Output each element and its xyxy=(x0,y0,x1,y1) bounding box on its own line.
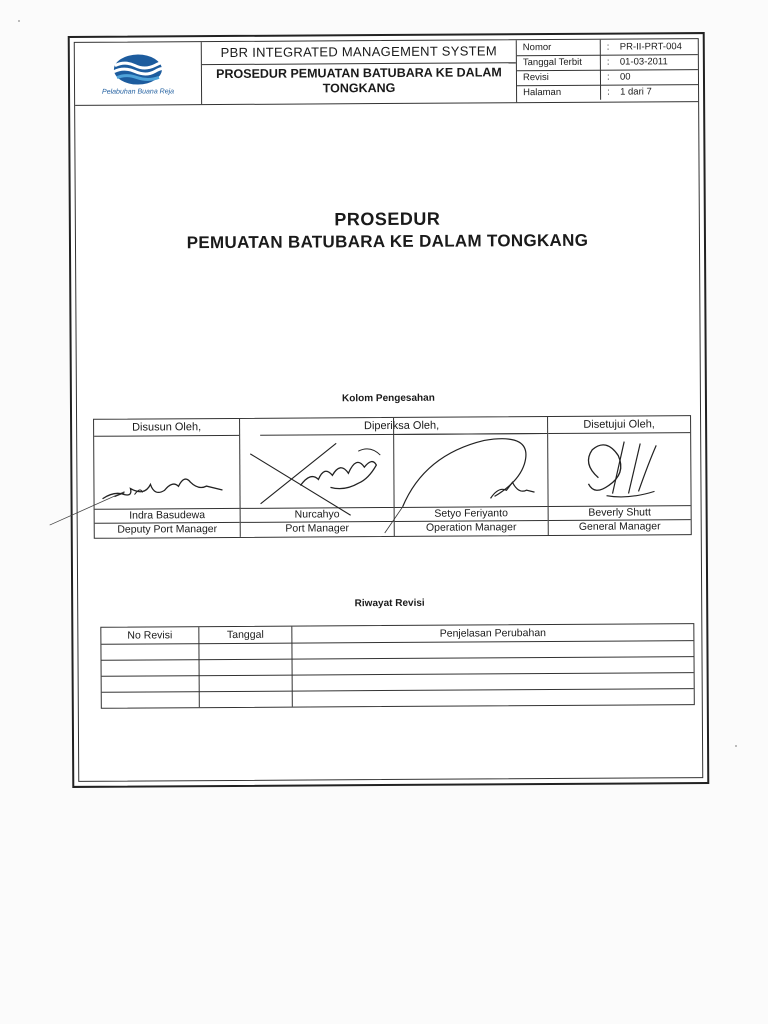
wave-logo-icon xyxy=(111,51,165,87)
revision-table xyxy=(100,623,694,709)
document-page xyxy=(68,32,710,788)
scan-speck xyxy=(735,745,737,747)
approver-position: Port Manager xyxy=(285,522,350,535)
document-header xyxy=(75,39,698,106)
title-line-2: PEMUATAN BATUBARA KE DALAM TONGKANG xyxy=(186,230,589,253)
rev-header-no: No Revisi xyxy=(127,629,173,642)
rev-header-date: Tanggal xyxy=(226,628,264,641)
approval-role: Disetujui Oleh, xyxy=(548,416,690,434)
system-name: PBR INTEGRATED MANAGEMENT SYSTEM xyxy=(202,40,516,65)
table-row xyxy=(102,688,694,693)
signature-image xyxy=(94,436,239,510)
approval-role xyxy=(394,417,547,435)
approver-position: Operation Manager xyxy=(425,521,517,534)
meta-row-nomor: Nomor : PR-II-PRT-004 xyxy=(517,39,698,56)
rev-header-desc: Penjelasan Perubahan xyxy=(439,627,547,640)
revision-heading: Riwayat Revisi xyxy=(354,597,425,610)
brand-name: Pelabuhan Buana Reja xyxy=(102,88,175,96)
meta-value: 00 xyxy=(619,71,631,83)
signature-setyo xyxy=(394,434,547,507)
meta-value: 01-03-2011 xyxy=(619,56,668,68)
approver-position: General Manager xyxy=(578,520,661,533)
header-title-cell xyxy=(202,40,517,104)
signature-image xyxy=(394,434,547,508)
meta-row-revisi: Revisi : 00 xyxy=(517,69,698,86)
document-title xyxy=(76,207,699,254)
signature-indra xyxy=(94,436,239,509)
page-frame xyxy=(74,38,704,782)
meta-table xyxy=(517,39,698,102)
approval-col-prepared xyxy=(94,419,241,538)
signature-nurcahyo xyxy=(240,435,393,508)
approver-name: Beverly Shutt xyxy=(549,506,691,521)
meta-key: Revisi xyxy=(522,72,549,84)
approval-heading: Kolom Pengesahan xyxy=(341,392,435,405)
signature-image xyxy=(240,435,393,509)
approval-table xyxy=(93,415,692,539)
approver-name: Setyo Feriyanto xyxy=(395,507,548,522)
table-row xyxy=(102,656,694,661)
header-doc-title: PROSEDUR PEMUATAN BATUBARA KE DALAM TONGKANG xyxy=(216,65,502,96)
title-line-1: PROSEDUR xyxy=(334,208,441,230)
approval-col-operation xyxy=(394,417,549,536)
table-row xyxy=(102,672,694,677)
signature-image xyxy=(548,433,690,507)
meta-value: PR-II-PRT-004 xyxy=(619,41,682,53)
approval-col-checked xyxy=(240,418,440,537)
logo-cell xyxy=(75,42,202,105)
approval-role: Diperiksa Oleh, xyxy=(260,417,543,436)
approver-name: Nurcahyo xyxy=(241,508,394,523)
meta-key: Nomor xyxy=(522,41,552,54)
scan-speck xyxy=(18,20,20,22)
meta-key: Halaman xyxy=(523,86,562,99)
approval-col-approved xyxy=(548,416,691,535)
meta-row-halaman: Halaman : 1 dari 7 xyxy=(523,86,652,99)
meta-value: 1 dari 7 xyxy=(620,86,652,98)
approver-position: Deputy Port Manager xyxy=(117,523,218,536)
approver-name: Indra Basudewa xyxy=(95,509,240,524)
meta-key: Tanggal Terbit xyxy=(522,56,582,69)
signature-beverly xyxy=(548,433,690,506)
approval-role: Disusun Oleh, xyxy=(94,419,239,437)
meta-row-tanggal: Tanggal Terbit : 01-03-2011 xyxy=(517,54,698,71)
